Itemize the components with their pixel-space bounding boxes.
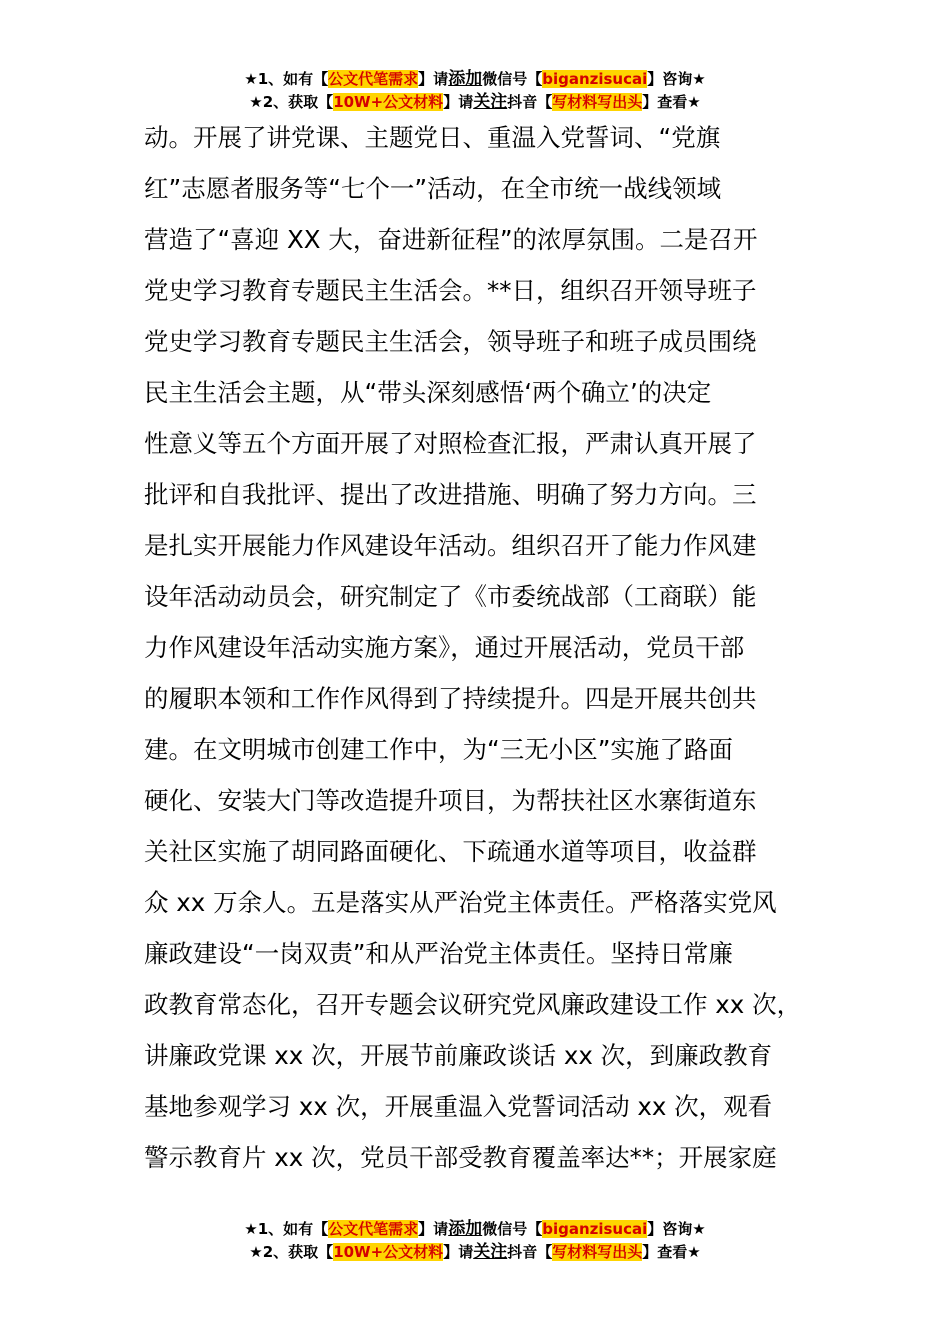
body-line: 性意义等五个方面开展了对照检查汇报，严肃认真开展了: [144, 429, 757, 458]
banner-text: 】查看★: [642, 1243, 701, 1261]
body-line: 设年活动动员会，研究制定了《市委统战部（工商联）能: [144, 582, 757, 611]
body-line: 基地参观学习 xx 次，开展重温入党誓词活动 xx 次，观看: [144, 1092, 773, 1121]
body-line: 讲廉政党课 xx 次，开展节前廉政谈话 xx 次，到廉政教育: [144, 1041, 773, 1070]
banner-text: 】请: [443, 93, 474, 111]
body-line: 政教育常态化，召开专题会议研究党风廉政建设工作 xx 次，: [144, 990, 802, 1019]
body-line: 硬化、安装大门等改造提升项目，为帮扶社区水寨街道东: [144, 786, 757, 815]
banner-line-2: [0, 1241, 950, 1264]
banner-line-1: [0, 1218, 950, 1241]
emphasis-follow: 关注: [473, 1242, 508, 1262]
highlight-service: 公文代笔需求: [328, 70, 419, 88]
banner-text: 】咨询★: [647, 1220, 706, 1238]
body-line: 民主生活会主题，从“带头深刻感悟‘两个确立’的决定: [144, 378, 712, 407]
emphasis-follow: 关注: [473, 92, 508, 112]
body-line: 廉政建设“一岗双责”和从严治党主体责任。坚持日常廉: [144, 939, 733, 968]
banner-text: ★2、获取【: [249, 93, 334, 111]
highlight-materials: 10W+公文材料: [333, 93, 444, 111]
banner-text: ★1、如有【: [244, 1220, 329, 1238]
highlight-wechat-id: biganzisucai: [542, 70, 648, 88]
banner-text: 】咨询★: [647, 70, 706, 88]
emphasis-add: 添加: [448, 1219, 483, 1239]
banner-text: ★1、如有【: [244, 70, 329, 88]
body-line: 批评和自我批评、提出了改进措施、明确了努力方向。三: [144, 480, 757, 509]
banner-line-1: [0, 68, 950, 91]
body-line: 营造了“喜迎 XX 大，奋进新征程”的浓厚氛围。二是召开: [144, 225, 758, 254]
highlight-douyin-account: 写材料写出头: [552, 93, 643, 111]
body-line: 党史学习教育专题民主生活会。**日，组织召开领导班子: [144, 276, 757, 305]
banner-text: 】请: [443, 1243, 474, 1261]
body-line: 众 xx 万余人。五是落实从严治党主体责任。严格落实党风: [144, 888, 777, 917]
body-line: 的履职本领和工作作风得到了持续提升。四是开展共创共: [144, 684, 757, 713]
body-line: 红”志愿者服务等“七个一”活动，在全市统一战线领域: [144, 174, 722, 203]
header-banner: [0, 68, 950, 114]
body-line: 党史学习教育专题民主生活会，领导班子和班子成员围绕: [144, 327, 757, 356]
banner-line-2: [0, 91, 950, 114]
banner-text: 】查看★: [642, 93, 701, 111]
banner-text: 】请: [418, 1220, 449, 1238]
banner-text: 抖音【: [507, 1243, 553, 1261]
body-line: 警示教育片 xx 次，党员干部受教育覆盖率达**；开展家庭: [144, 1143, 777, 1172]
body-line: 是扎实开展能力作风建设年活动。组织召开了能力作风建: [144, 531, 757, 560]
body-line: 力作风建设年活动实施方案》，通过开展活动，党员干部: [144, 633, 745, 662]
banner-text: ★2、获取【: [249, 1243, 334, 1261]
banner-text: 微信号【: [482, 1220, 543, 1238]
highlight-wechat-id: biganzisucai: [542, 1220, 648, 1238]
banner-text: 】请: [418, 70, 449, 88]
body-line: 建。在文明城市创建工作中，为“三无小区”实施了路面: [144, 735, 733, 764]
highlight-service: 公文代笔需求: [328, 1220, 419, 1238]
emphasis-add: 添加: [448, 69, 483, 89]
body-line: 动。开展了讲党课、主题党日、重温入党誓词、“党旗: [144, 123, 721, 152]
banner-text: 微信号【: [482, 70, 543, 88]
banner-text: 抖音【: [507, 93, 553, 111]
highlight-douyin-account: 写材料写出头: [552, 1243, 643, 1261]
highlight-materials: 10W+公文材料: [333, 1243, 444, 1261]
footer-banner: [0, 1218, 950, 1264]
body-line: 关社区实施了胡同路面硬化、下疏通水道等项目，收益群: [144, 837, 757, 866]
